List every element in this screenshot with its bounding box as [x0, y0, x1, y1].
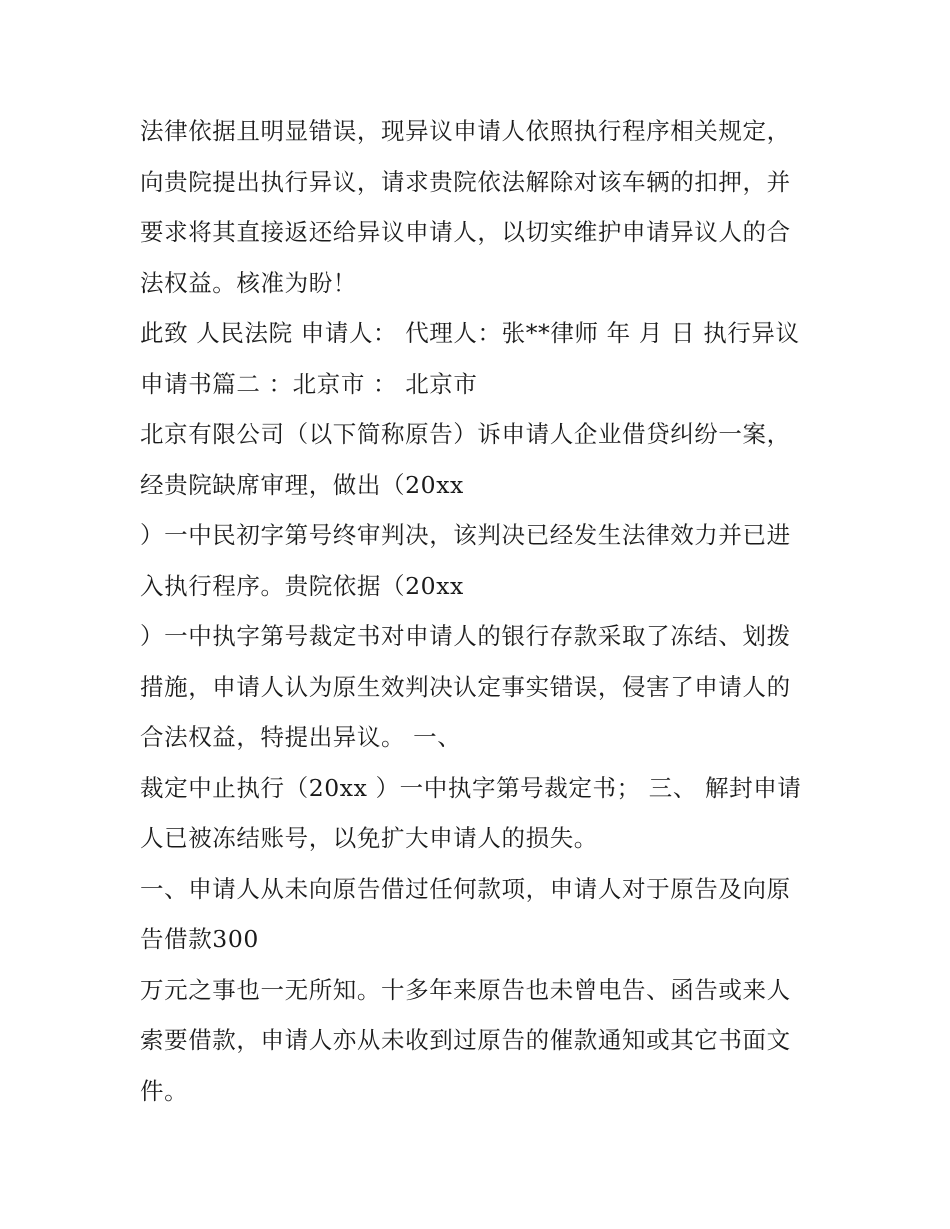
- text-line: 人已被冻结账号，以免扩大申请人的损失。: [140, 824, 598, 852]
- text-line: 入执行程序。贵院依据（20xx: [140, 571, 464, 600]
- text-line: 件。: [140, 1076, 189, 1105]
- text-line: 裁定中止执行（20xx ）一中执字第号裁定书； 三、 解封申请: [140, 773, 802, 802]
- text-line: ）一中执字第号裁定书对申请人的银行存款采取了冻结、划拨: [140, 622, 791, 650]
- text-line: 此致 人民法院 申请人： 代理人：张**律师 年 月 日 执行异议: [140, 319, 800, 347]
- document-body: [140, 106, 820, 1116]
- text-line: 经贵院缺席审理，做出（20xx: [140, 470, 464, 499]
- text-line: 措施，申请人认为原生效判决认定事实错误，侵害了申请人的: [140, 672, 791, 701]
- text-line: 一、申请人从未向原告借过任何款项，申请人对于原告及向原: [140, 874, 791, 903]
- text-line: 向贵院提出执行异议，请求贵院依法解除对该车辆的扣押，并: [140, 167, 791, 196]
- text-line: 要求将其直接返还给异议申请人，以切实维护申请异议人的合: [140, 218, 791, 246]
- text-line: 索要借款，申请人亦从未收到过原告的催款通知或其它书面文: [140, 1026, 791, 1054]
- text-line: 法权益。核准为盼！: [140, 268, 357, 297]
- text-line: 万元之事也一无所知。十多年来原告也未曾电告、函告或来人: [140, 975, 791, 1004]
- text-line: 合法权益，特提出异议。 一、: [140, 723, 462, 751]
- text-line: 告借款300: [140, 925, 259, 953]
- text-line: 申请书篇二 ：北京市 ： 北京市: [140, 369, 478, 398]
- text-line: ）一中民初字第号终审判决，该判决已经发生法律效力并已进: [140, 521, 791, 549]
- text-line: 北京有限公司（以下简称原告）诉申请人企业借贷纠纷一案，: [140, 420, 791, 448]
- text-line: 法律依据且明显错误，现异议申请人依照执行程序相关规定，: [140, 117, 791, 145]
